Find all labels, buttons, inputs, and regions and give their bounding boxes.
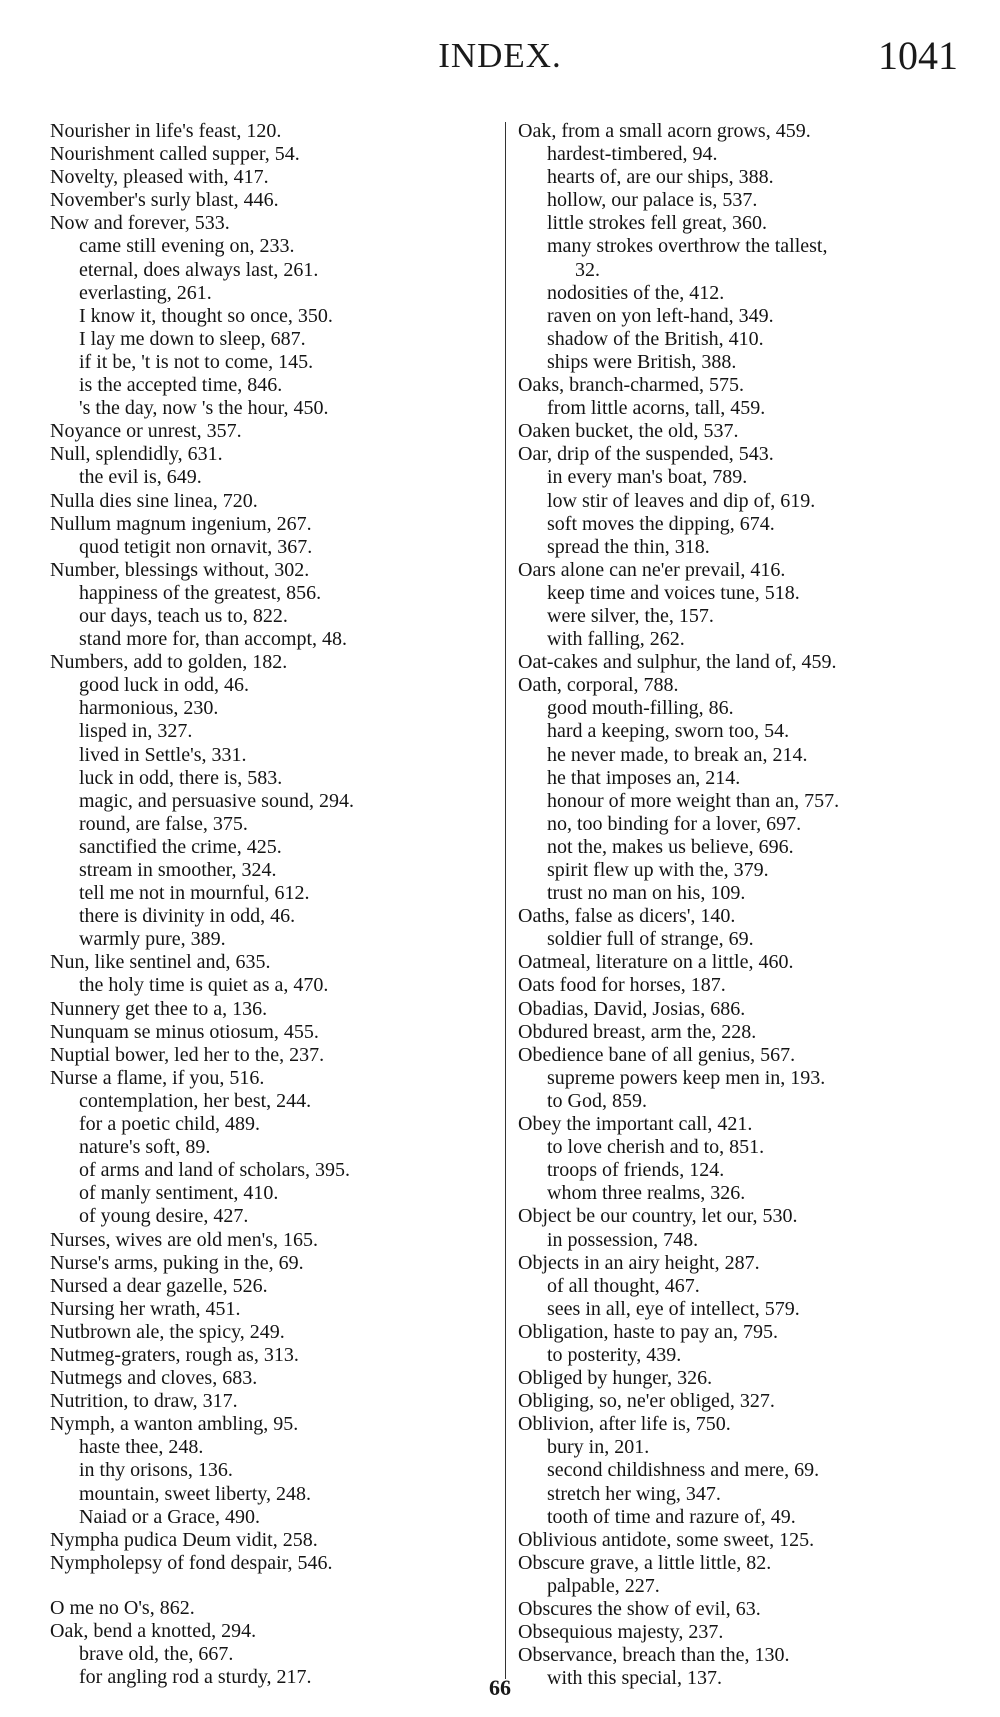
- index-subentry: he never made, to break an, 214.: [547, 743, 808, 766]
- index-subentry: eternal, does always last, 261.: [79, 258, 319, 281]
- index-entry: Nutbrown ale, the spicy, 249.: [50, 1320, 285, 1343]
- index-entry: Oaken bucket, the old, 537.: [518, 420, 739, 443]
- index-entry: Nympholepsy of fond despair, 546.: [50, 1551, 333, 1574]
- index-entry: Nutmeg-graters, rough as, 313.: [50, 1343, 299, 1366]
- index-entry: Obadias, David, Josias, 686.: [518, 997, 746, 1020]
- index-entry: Obliging, so, ne'er obliged, 327.: [518, 1390, 775, 1413]
- index-subentry: luck in odd, there is, 583.: [79, 766, 283, 789]
- index-subentry: the holy time is quiet as a, 470.: [79, 974, 329, 997]
- signature-mark: 66: [489, 1675, 511, 1700]
- index-entry: Nullum magnum ingenium, 267.: [50, 512, 312, 535]
- index-subentry: to love cherish and to, 851.: [547, 1136, 765, 1159]
- index-subentry: trust no man on his, 109.: [547, 882, 746, 905]
- index-subentry: whom three realms, 326.: [547, 1182, 746, 1205]
- index-subentry: in possession, 748.: [547, 1228, 699, 1251]
- index-entry: Nutrition, to draw, 317.: [50, 1390, 238, 1413]
- index-entry: Oblivion, after life is, 750.: [518, 1413, 731, 1436]
- index-entry: Nympha pudica Deum vidit, 258.: [50, 1528, 318, 1551]
- index-subentry: supreme powers keep men in, 193.: [547, 1066, 826, 1089]
- index-subentry: is the accepted time, 846.: [79, 374, 283, 397]
- index-subentry: soldier full of strange, 69.: [547, 928, 754, 951]
- index-subentry: sees in all, eye of intellect, 579.: [547, 1297, 800, 1320]
- index-subentry: came still evening on, 233.: [79, 235, 295, 258]
- index-subentry: spirit flew up with the, 379.: [547, 859, 769, 881]
- page-number: 1041: [878, 33, 958, 78]
- index-subentry: to God, 859.: [547, 1089, 647, 1112]
- index-subentry: keep time and voices tune, 518.: [547, 581, 800, 604]
- index-subentry: harmonious, 230.: [79, 697, 219, 720]
- index-entry: Obedience bane of all genius, 567.: [518, 1043, 796, 1066]
- index-subentry: tooth of time and razure of, 49.: [547, 1505, 796, 1528]
- index-subentry: tell me not in mournful, 612.: [79, 882, 310, 905]
- index-entry: Nymph, a wanton ambling, 95.: [50, 1413, 299, 1436]
- index-subentry: if it be, 't is not to come, 145.: [79, 350, 314, 373]
- index-subentry: bury in, 201.: [547, 1436, 650, 1459]
- index-entry: Obsequious majesty, 237.: [518, 1621, 724, 1644]
- index-subentry: everlasting, 261.: [79, 281, 212, 304]
- index-subentry: raven on yon left-hand, 349.: [547, 304, 774, 327]
- index-entry: Obliged by hunger, 326.: [518, 1367, 713, 1390]
- index-entry: Obligation, haste to pay an, 795.: [518, 1320, 778, 1343]
- index-entry: Obey the important call, 421.: [518, 1113, 753, 1136]
- index-subentry: I lay me down to sleep, 687.: [79, 327, 306, 350]
- index-subentry: spread the thin, 318.: [547, 535, 710, 558]
- index-subentry: ships were British, 388.: [547, 350, 737, 373]
- index-subentry: brave old, the, 667.: [79, 1643, 234, 1666]
- index-entry: Oaks, branch-charmed, 575.: [518, 374, 745, 397]
- index-entry: Object be our country, let our, 530.: [518, 1205, 798, 1228]
- index-subentry: little strokes fell great, 360.: [547, 212, 767, 235]
- column-divider: [505, 122, 506, 1679]
- index-entry: Nursing her wrath, 451.: [50, 1297, 241, 1320]
- index-subentry: round, are false, 375.: [79, 812, 248, 835]
- index-entry: Nulla dies sine linea, 720.: [50, 489, 258, 512]
- index-entry: Novelty, pleased with, 417.: [50, 166, 269, 189]
- left-column: [50, 120, 490, 1689]
- section-gap: [50, 1575, 490, 1597]
- index-entry: Nunnery get thee to a, 136.: [50, 997, 268, 1020]
- index-subentry: soft moves the dipping, 674.: [547, 512, 775, 535]
- index-entry: Nunquam se minus otiosum, 455.: [50, 1020, 319, 1043]
- index-entry: Null, splendidly, 631.: [50, 443, 223, 466]
- entry-continuation: 32.: [575, 258, 600, 281]
- index-entry: Oak, from a small acorn grows, 459.: [518, 120, 811, 142]
- index-entry: Oak, bend a knotted, 294.: [50, 1620, 257, 1642]
- index-subentry: hearts of, are our ships, 388.: [547, 166, 774, 189]
- index-subentry: not the, makes us believe, 696.: [547, 835, 794, 858]
- index-subentry: of all thought, 467.: [547, 1274, 700, 1297]
- index-entry: O me no O's, 862.: [50, 1596, 195, 1619]
- index-subentry: second childishness and mere, 69.: [547, 1459, 820, 1482]
- index-subentry: nodosities of the, 412.: [547, 281, 725, 304]
- index-subentry: lived in Settle's, 331.: [79, 743, 247, 766]
- index-subentry: 's the day, now 's the hour, 450.: [79, 397, 329, 420]
- index-subentry: with this special, 137.: [547, 1667, 722, 1690]
- index-subentry: stand more for, than accompt, 48.: [79, 628, 348, 651]
- index-subentry: no, too binding for a lover, 697.: [547, 812, 802, 835]
- index-entry: Nun, like sentinel and, 635.: [50, 951, 271, 974]
- index-entry: Nurse's arms, puking in the, 69.: [50, 1251, 304, 1274]
- index-entry: Numbers, add to golden, 182.: [50, 651, 288, 674]
- index-subentry: in thy orisons, 136.: [79, 1459, 233, 1482]
- index-entry: Observance, breach than the, 130.: [518, 1644, 790, 1667]
- index-subentry: with falling, 262.: [547, 628, 685, 651]
- index-entry: Number, blessings without, 302.: [50, 558, 310, 581]
- index-subentry: hollow, our palace is, 537.: [547, 189, 758, 212]
- index-entry: Nurses, wives are old men's, 165.: [50, 1228, 318, 1251]
- index-subentry: low stir of leaves and dip of, 619.: [547, 489, 816, 512]
- index-subentry: from little acorns, tall, 459.: [547, 397, 766, 420]
- index-subentry: haste thee, 248.: [79, 1436, 204, 1459]
- index-entry: Nuptial bower, led her to the, 237.: [50, 1043, 325, 1066]
- index-subentry: troops of friends, 124.: [547, 1159, 725, 1182]
- index-subentry: palpable, 227.: [547, 1574, 660, 1597]
- index-subentry: stream in smoother, 324.: [79, 859, 277, 881]
- index-entry: November's surly blast, 446.: [50, 189, 279, 212]
- index-entry: Nourishment called supper, 54.: [50, 143, 300, 166]
- index-entry: Oblivious antidote, some sweet, 125.: [518, 1528, 815, 1551]
- index-entry: Now and forever, 533.: [50, 212, 230, 235]
- index-subentry: the evil is, 649.: [79, 466, 202, 489]
- index-entry: Nursed a dear gazelle, 526.: [50, 1274, 268, 1297]
- index-subentry: mountain, sweet liberty, 248.: [79, 1482, 311, 1505]
- index-subentry: contemplation, her best, 244.: [79, 1089, 312, 1112]
- index-subentry: of manly sentiment, 410.: [79, 1182, 279, 1205]
- index-subentry: hardest-timbered, 94.: [547, 143, 718, 166]
- entry-text: many strokes overthrow the tallest,: [547, 235, 828, 258]
- index-subentry: sanctified the crime, 425.: [79, 835, 282, 858]
- index-subentry: shadow of the British, 410.: [547, 327, 764, 350]
- index-subentry: good luck in odd, 46.: [79, 674, 249, 697]
- index-subentry: happiness of the greatest, 856.: [79, 581, 322, 604]
- index-subentry: for a poetic child, 489.: [79, 1113, 261, 1136]
- index-entry: Nurse a flame, if you, 516.: [50, 1066, 265, 1089]
- index-subentry: [518, 235, 958, 281]
- index-entry: Nutmegs and cloves, 683.: [50, 1367, 258, 1390]
- index-subentry: honour of more weight than an, 757.: [547, 789, 840, 812]
- index-subentry: Naiad or a Grace, 490.: [79, 1505, 261, 1528]
- index-subentry: there is divinity in odd, 46.: [79, 905, 296, 928]
- index-subentry: I know it, thought so once, 350.: [79, 304, 333, 327]
- index-subentry: warmly pure, 389.: [79, 928, 226, 951]
- index-subentry: nature's soft, 89.: [79, 1136, 211, 1159]
- index-subentry: magic, and persuasive sound, 294.: [79, 789, 354, 812]
- index-subentry: our days, teach us to, 822.: [79, 604, 288, 627]
- index-subentry: in every man's boat, 789.: [547, 466, 748, 489]
- index-subentry: of arms and land of scholars, 395.: [79, 1159, 351, 1182]
- page-title: INDEX.: [438, 36, 562, 75]
- index-subentry: hard a keeping, sworn too, 54.: [547, 720, 790, 743]
- index-subentry: quod tetigit non ornavit, 367.: [79, 535, 313, 558]
- index-subentry: lisped in, 327.: [79, 720, 193, 743]
- index-entry: Obdured breast, arm the, 228.: [518, 1020, 757, 1043]
- index-entry: Oat-cakes and sulphur, the land of, 459.: [518, 651, 837, 674]
- index-entry: Oatmeal, literature on a little, 460.: [518, 951, 794, 974]
- index-entry: Oar, drip of the suspended, 543.: [518, 443, 774, 466]
- index-entry: Nourisher in life's feast, 120.: [50, 120, 282, 142]
- index-subentry: good mouth-filling, 86.: [547, 697, 734, 720]
- index-subentry: he that imposes an, 214.: [547, 766, 741, 789]
- index-subentry: stretch her wing, 347.: [547, 1482, 721, 1505]
- index-entry: Oath, corporal, 788.: [518, 674, 679, 697]
- index-entry: Oats food for horses, 187.: [518, 974, 726, 997]
- index-subentry: for angling rod a sturdy, 217.: [79, 1666, 312, 1689]
- index-entry: Obscures the show of evil, 63.: [518, 1598, 761, 1620]
- index-entry: Oaths, false as dicers', 140.: [518, 905, 736, 928]
- index-entry: Oars alone can ne'er prevail, 416.: [518, 558, 786, 581]
- index-subentry: to posterity, 439.: [547, 1343, 682, 1366]
- index-entry: Obscure grave, a little little, 82.: [518, 1551, 772, 1574]
- right-column: [518, 120, 958, 1690]
- index-subentry: of young desire, 427.: [79, 1205, 249, 1228]
- index-entry: Objects in an airy height, 287.: [518, 1251, 760, 1274]
- index-subentry: were silver, the, 157.: [547, 604, 714, 627]
- index-entry: Noyance or unrest, 357.: [50, 420, 242, 443]
